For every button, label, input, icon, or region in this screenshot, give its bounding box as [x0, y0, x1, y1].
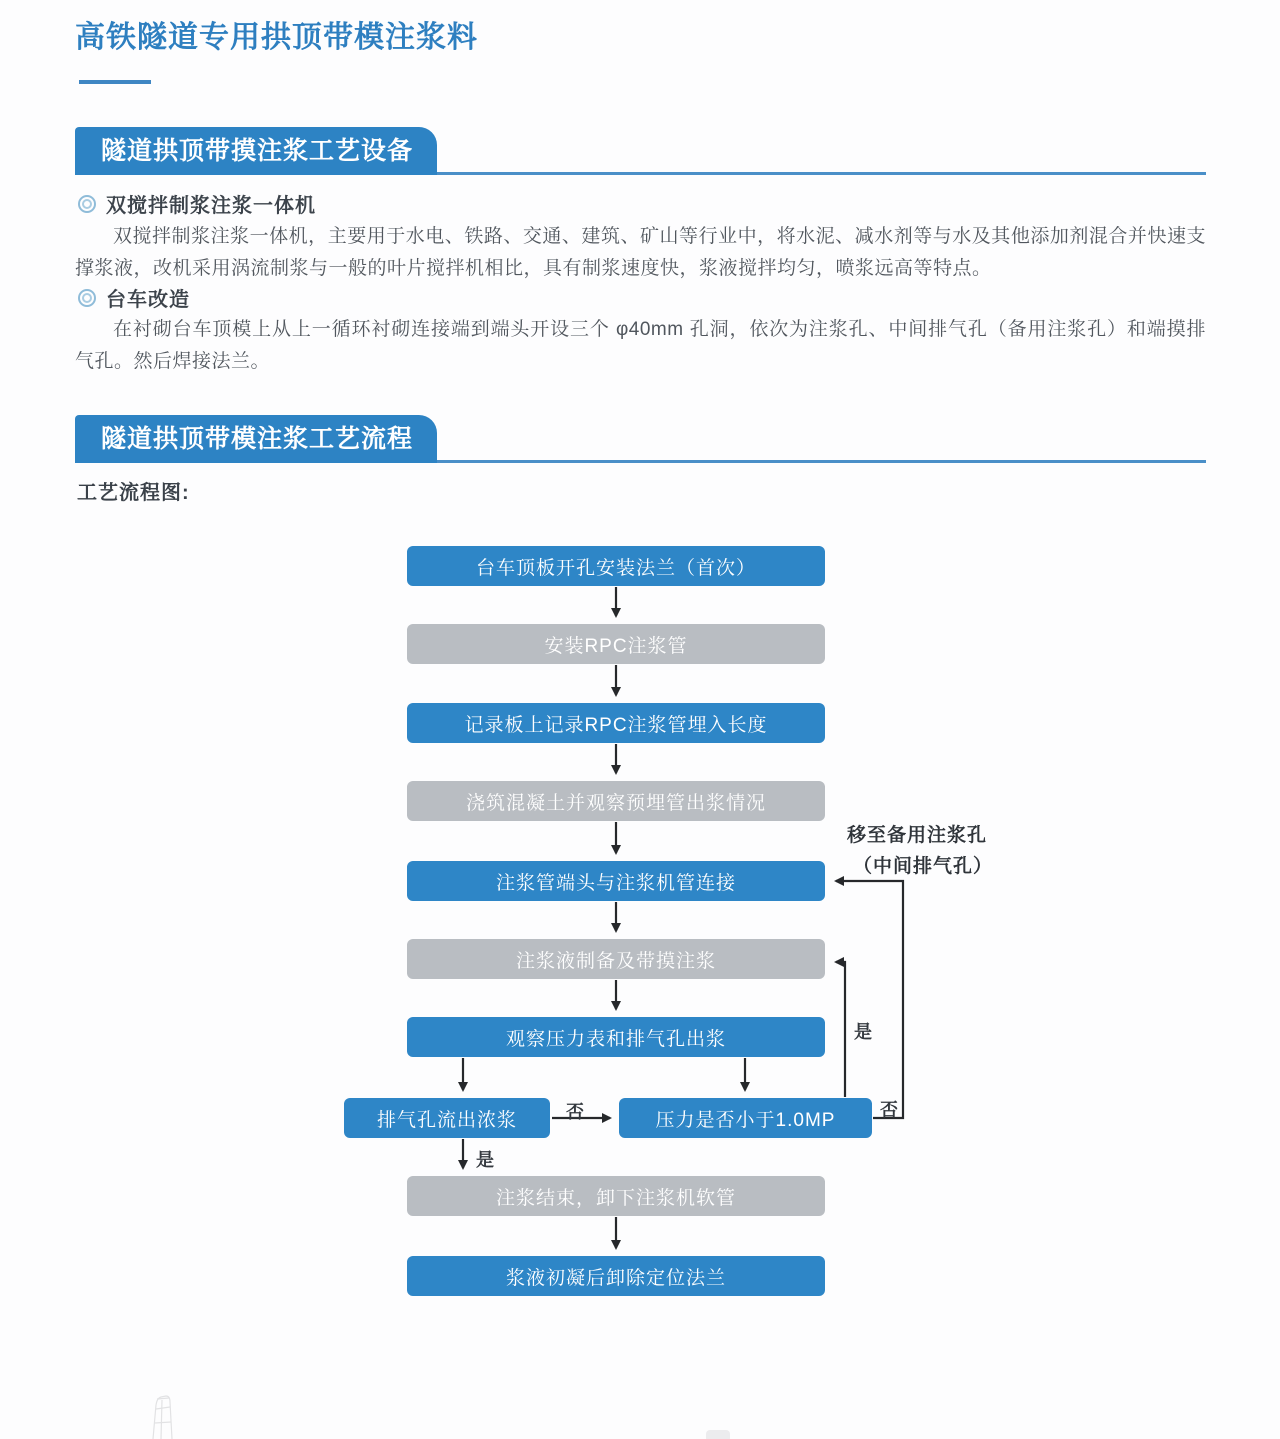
flow-node-pour-concrete: 浇筑混凝土并观察预埋管出浆情况 — [407, 781, 825, 821]
flow-node-pressure-check: 压力是否小于1.0MP — [619, 1098, 872, 1138]
bullet-item-mixer — [78, 189, 316, 218]
loop-annotation-line2: （中间排气孔） — [853, 856, 994, 877]
bullseye-icon — [78, 289, 96, 307]
title-underline — [79, 80, 151, 84]
paragraph-trolley: 在衬砌台车顶模上从上一循环衬砌连接端到端头开设三个 φ40mm 孔洞，依次为注浆孔、中间排气孔（备用注浆孔）和端摸排气孔。然后焊接法兰。 — [75, 319, 1206, 372]
footer-mark — [706, 1430, 730, 1439]
flow-node-observe-pressure: 观察压力表和排气孔出浆 — [407, 1017, 825, 1057]
section-header-equipment: 隧道拱顶带摸注浆工艺设备 — [75, 127, 437, 175]
bullet-heading: 台车改造 — [106, 289, 190, 311]
tower-watermark-icon — [140, 1393, 190, 1439]
edge-label-yes-down: 是 — [476, 1150, 494, 1170]
edge-label-no-loop: 否 — [880, 1100, 898, 1120]
diagram-caption: 工艺流程图: — [77, 482, 190, 504]
edge-label-yes-loop: 是 — [854, 1022, 872, 1042]
loop-annotation-line1: 移至备用注浆孔 — [847, 825, 988, 846]
flow-node-prepare-grout: 注浆液制备及带摸注浆 — [407, 939, 825, 979]
bullseye-icon — [78, 195, 96, 213]
section-header-process: 隧道拱顶带模注浆工艺流程 — [75, 415, 437, 463]
bullet-heading: 双搅拌制浆注浆一体机 — [106, 195, 316, 217]
flow-node-finish-remove-hose: 注浆结束，卸下注浆机软管 — [407, 1176, 825, 1216]
flow-node-remove-flange: 浆液初凝后卸除定位法兰 — [407, 1256, 825, 1296]
flow-node-install-rpc-pipe: 安装RPC注浆管 — [407, 624, 825, 664]
flow-node-connect-machine: 注浆管端头与注浆机管连接 — [407, 861, 825, 901]
edge-label-no-between: 否 — [566, 1102, 584, 1122]
flow-node-drill-install-flange: 台车顶板开孔安装法兰（首次） — [407, 546, 825, 586]
paragraph-mixer: 双搅拌制浆注浆一体机，主要用于水电、铁路、交通、建筑、矿山等行业中，将水泥、减水剂等与水及其他添加剂混合并快速支撑浆液，改机采用涡流制浆与一般的叶片搅拌机相比，具有制浆速度快，浆液搅拌均匀，喷浆远高等特点。 — [75, 226, 1206, 279]
page-title: 高铁隧道专用拱顶带模注浆料 — [75, 21, 478, 54]
flow-node-thick-grout-outflow: 排气孔流出浓浆 — [344, 1098, 550, 1138]
flow-node-record-length: 记录板上记录RPC注浆管埋入长度 — [407, 703, 825, 743]
bullet-item-trolley — [78, 283, 190, 312]
